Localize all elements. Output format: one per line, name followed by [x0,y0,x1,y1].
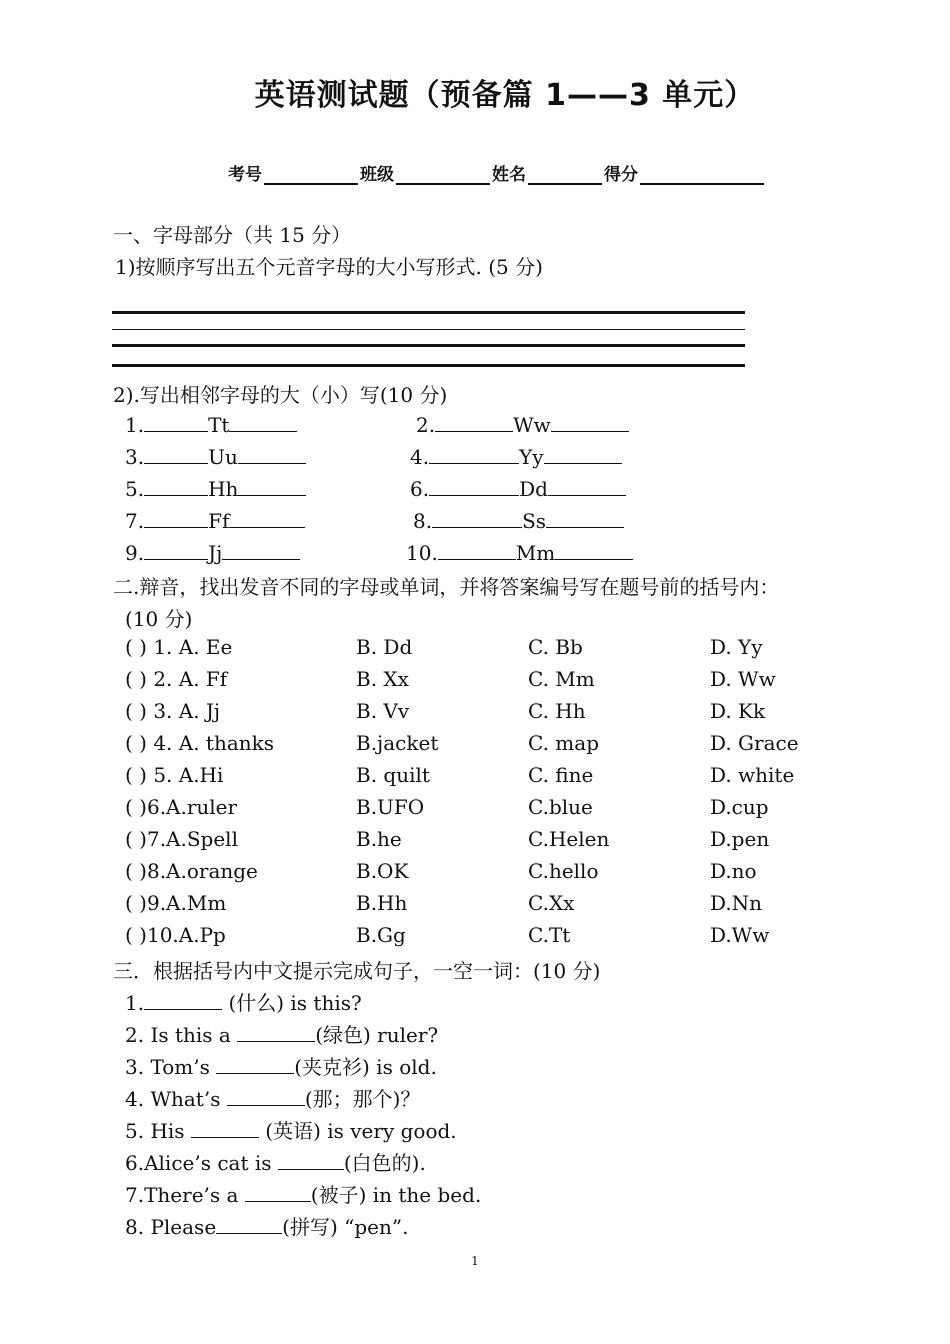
writing-line-2 [112,329,745,330]
answer-blank[interactable] [227,1085,305,1106]
question-option-c: C. fine [528,763,594,787]
sentence-item: 3. Tom’s (夹克衫) is old. [125,1055,437,1079]
question-option-b: B.Gg [356,923,406,947]
question-option-d: D.no [710,859,757,883]
section2-points: (10 分) [125,607,193,631]
section1-heading: 一、字母部分（共 15 分） [113,223,352,247]
answer-blank[interactable] [191,1117,259,1138]
answer-blank[interactable] [144,989,222,1010]
answer-blank[interactable] [551,411,629,432]
question-option-a: ( ) 4. A. thanks [125,731,275,755]
question-option-b: B.jacket [356,731,439,755]
answer-blank[interactable] [222,539,300,560]
score-label: 得分 [604,165,638,185]
answer-blank[interactable] [229,507,305,528]
question-option-c: C. Hh [528,699,586,723]
letter-item-5: 5. Hh [125,475,306,501]
question-option-a: ( ) 1. A. Ee [125,635,233,659]
question-option-c: C.hello [528,859,599,883]
question-option-a: ( )9.A.Mm [125,891,227,915]
question-option-a: ( )6.A.ruler [125,795,238,819]
question-option-d: D. Kk [710,699,766,723]
answer-blank[interactable] [144,539,208,560]
answer-blank[interactable] [546,507,624,528]
letter-item-7: 7. Ff [125,507,305,533]
name-label: 姓名 [492,165,526,185]
sentence-item: 6.Alice’s cat is (白色的). [125,1151,426,1175]
answer-blank[interactable] [429,475,519,496]
section1-q1: 1)按顺序写出五个元音字母的大小写形式. (5 分) [115,255,543,279]
answer-blank[interactable] [216,1053,294,1074]
question-option-a: ( )10.A.Pp [125,923,226,947]
letter-item-10: 10. Mm [406,539,633,565]
question-option-d: D. Ww [710,667,776,691]
question-option-c: C.Tt [528,923,571,947]
answer-blank[interactable] [278,1149,344,1170]
question-option-c: C. Mm [528,667,595,691]
letter-item-6: 6. Dd [410,475,626,501]
answer-blank[interactable] [144,443,208,464]
writing-line-3 [112,344,745,347]
question-option-b: B.OK [356,859,409,883]
question-option-b: B.Hh [356,891,408,915]
sentence-item: 2. Is this a (绿色) ruler? [125,1023,439,1047]
letter-item-8: 8. Ss [413,507,624,533]
answer-blank[interactable] [238,475,306,496]
sentence-item: 1. (什么) is this? [125,991,362,1015]
question-option-a: ( ) 2. A. Ff [125,667,228,691]
question-option-d: D.Ww [710,923,770,947]
sentence-item: 7.There’s a (被子) in the bed. [125,1183,482,1207]
question-option-c: C.Xx [528,891,575,915]
exam-no-label: 考号 [228,165,262,185]
answer-blank[interactable] [544,443,622,464]
question-option-d: D. Grace [710,731,799,755]
class-label: 班级 [360,165,394,185]
section2-heading: 二.辩音，找出发音不同的字母或单词，并将答案编号写在题号前的括号内： [113,575,780,599]
question-option-c: C.Helen [528,827,610,851]
answer-blank[interactable] [144,411,208,432]
answer-blank[interactable] [429,443,519,464]
answer-blank[interactable] [229,411,297,432]
question-option-a: ( ) 5. A.Hi [125,763,224,787]
question-option-b: B. quilt [356,763,430,787]
page-number: 1 [471,1254,479,1268]
letter-item-9: 9. Jj [125,539,300,565]
letter-item-1: 1. Tt [125,411,297,437]
answer-blank[interactable] [144,475,208,496]
letter-item-4: 4. Yy [410,443,622,469]
writing-line-4 [112,364,745,367]
question-option-b: B. Xx [356,667,409,691]
writing-line-1 [112,311,745,314]
question-option-a: ( ) 3. A. Jj [125,699,221,723]
question-option-b: B.he [356,827,402,851]
answer-blank[interactable] [144,507,208,528]
sentence-item: 8. Please (拼写) “pen”. [125,1215,409,1239]
section1-q2: 2).写出相邻字母的大（小）写(10 分) [113,383,448,407]
answer-blank[interactable] [216,1213,282,1234]
question-option-c: C. map [528,731,599,755]
class-field[interactable] [396,163,490,185]
question-option-a: ( )8.A.orange [125,859,258,883]
question-option-d: D.pen [710,827,770,851]
letter-item-2: 2. Ww [416,411,629,437]
answer-blank[interactable] [245,1181,311,1202]
question-option-b: B. Dd [356,635,413,659]
sentence-item: 4. What’s (那；那个)？ [125,1087,421,1111]
question-option-a: ( )7.A.Spell [125,827,238,851]
section3-heading: 三．根据括号内中文提示完成句子，一空一词：(10 分) [113,959,601,983]
question-option-d: D. Yy [710,635,763,659]
letter-item-3: 3. Uu [125,443,306,469]
question-option-d: D.Nn [710,891,763,915]
answer-blank[interactable] [432,507,522,528]
answer-blank[interactable] [238,443,306,464]
question-option-c: C.blue [528,795,593,819]
exam-no-field[interactable] [264,163,358,185]
question-option-b: B.UFO [356,795,425,819]
answer-blank[interactable] [438,539,516,560]
score-field[interactable] [640,163,764,185]
answer-blank[interactable] [237,1021,315,1042]
answer-blank[interactable] [555,539,633,560]
page-title: 英语测试题（预备篇 1——3 单元） [254,78,756,113]
question-option-d: D. white [710,763,795,787]
sentence-item: 5. His (英语) is very good. [125,1119,457,1143]
question-option-d: D.cup [710,795,769,819]
question-option-b: B. Vv [356,699,410,723]
question-option-c: C. Bb [528,635,583,659]
answer-blank[interactable] [548,475,626,496]
answer-blank[interactable] [435,411,513,432]
student-info-line [228,160,766,185]
name-field[interactable] [528,163,602,185]
